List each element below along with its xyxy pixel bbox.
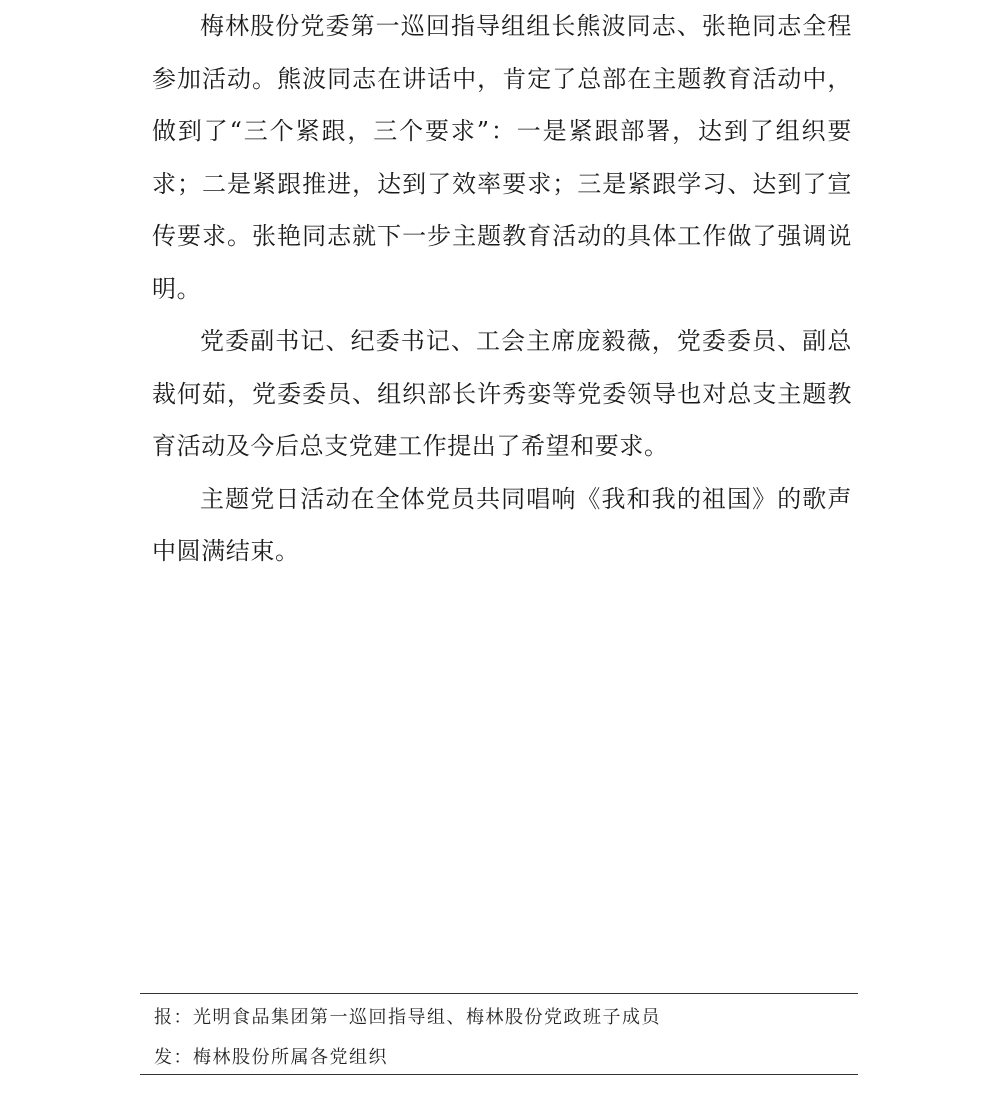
paragraph-closing: 主题党日活动在全体党员共同唱响《我和我的祖国》的歌声中圆满结束。 <box>152 484 852 565</box>
document-body <box>152 0 852 578</box>
paragraph-committee-remarks: 党委副书记、纪委书记、工会主席庞毅薇，党委委员、副总裁何茹，党委委员、组织部长许秀娈等党委领导也对总支主题教育活动及今后总支党建工作提出了希望和要求。 <box>152 327 852 460</box>
paragraph-leadership-speech: 梅林股份党委第一巡回指导组组长熊波同志、张艳同志全程参加活动。熊波同志在讲话中，肯定了总部在主题教育活动中，做到了“三个紧跟，三个要求”：一是紧跟部署，达到了组织要求；二是紧跟推进，达到了效率要求；三是紧跟学习、达到了宣传要求。张艳同志就下一步主题教育活动的具体工作做了强调说明。 <box>152 12 852 303</box>
send-to-line: 发：梅林股份所属各党组织 <box>154 1047 388 1068</box>
distribution-footer <box>140 993 858 1075</box>
report-to-line: 报：光明食品集团第一巡回指导组、梅林股份党政班子成员 <box>154 1007 661 1028</box>
